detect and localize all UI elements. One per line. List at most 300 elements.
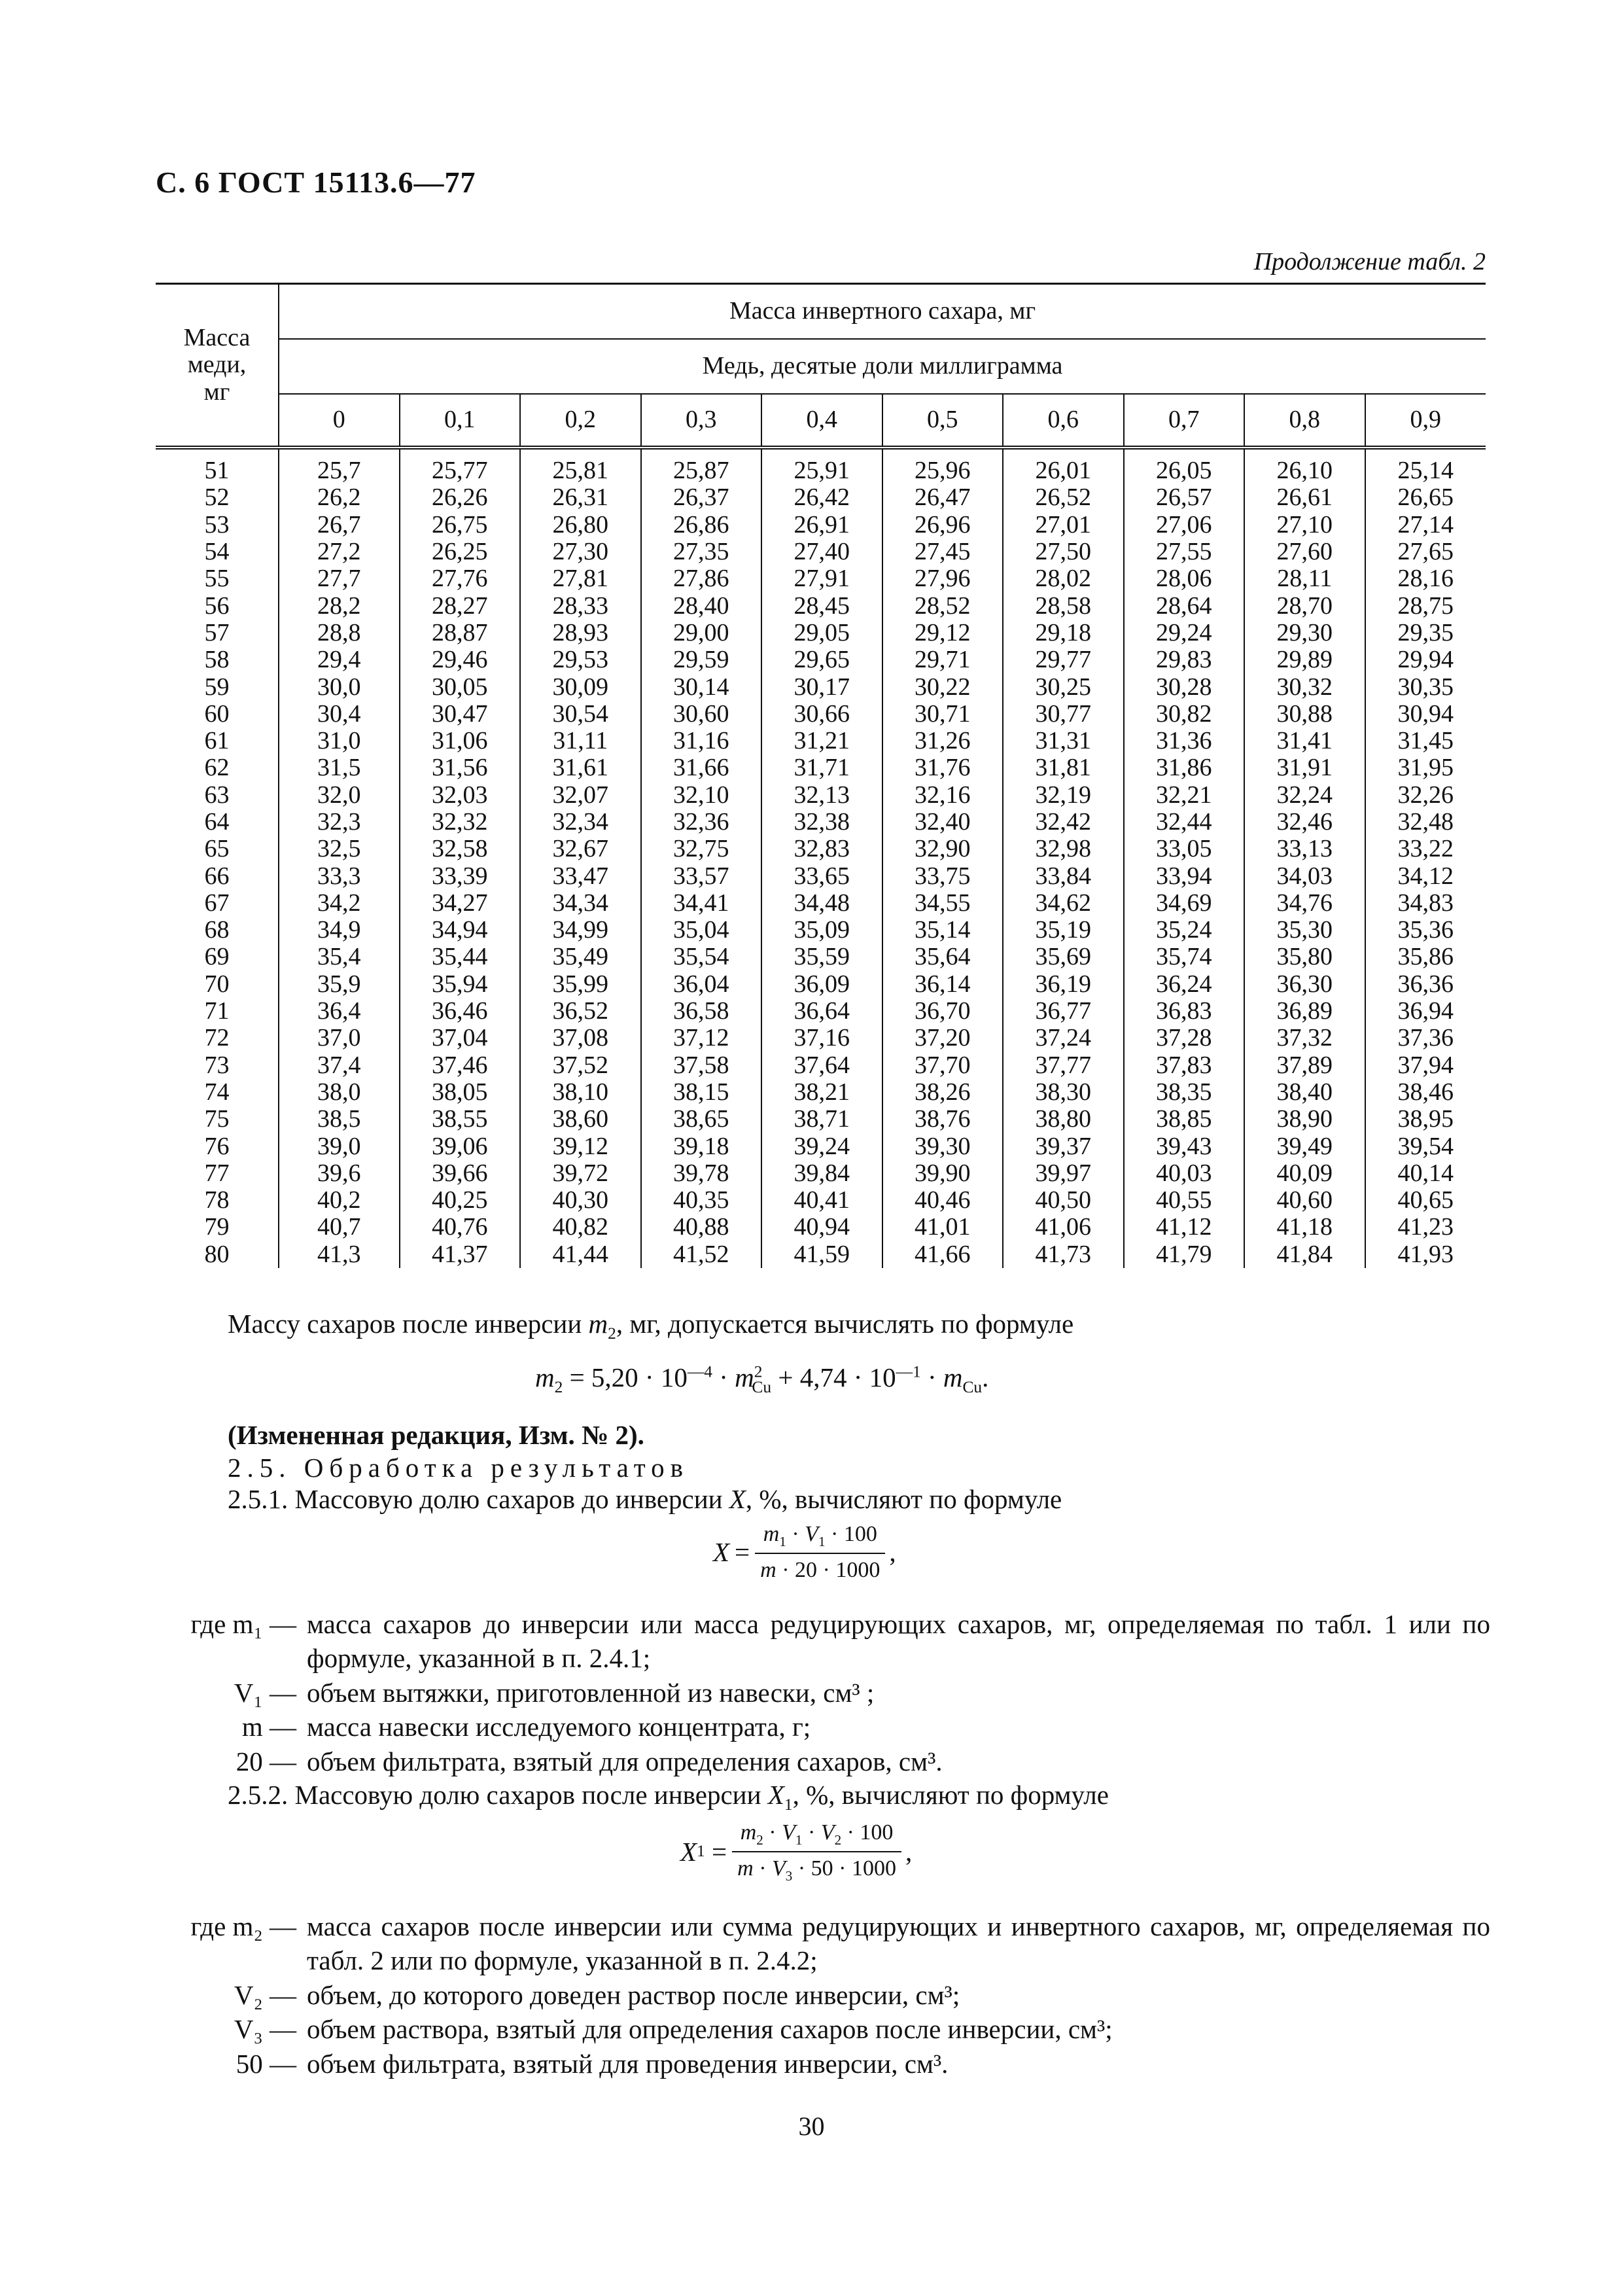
- sugar-mass-cell: 30,05: [400, 673, 521, 700]
- copper-mass-cell: 70: [204, 970, 230, 998]
- sugar-mass-cell: 41,01: [882, 1214, 1003, 1241]
- sugar-mass-cell: 35,86: [1365, 944, 1486, 970]
- definition-text: масса навески исследуемого концентрата, г;: [307, 1712, 811, 1742]
- sugar-mass-cell: 38,95: [1365, 1106, 1486, 1133]
- sugar-mass-cell: 29,83: [1124, 646, 1245, 673]
- copper-mass-cell: 69: [204, 943, 230, 971]
- sugar-mass-cell: 35,49: [520, 944, 641, 970]
- sugar-mass-cell: 32,34: [520, 809, 641, 836]
- sugar-mass-cell: 35,54: [641, 944, 762, 970]
- sugar-mass-cell: 26,47: [882, 484, 1003, 511]
- sugar-mass-cell: 37,24: [1003, 1025, 1124, 1051]
- sugar-mass-cell: 40,09: [1244, 1160, 1365, 1187]
- sugar-mass-cell: 38,76: [882, 1106, 1003, 1133]
- copper-mass-cell: 58: [204, 646, 230, 674]
- sugar-mass-cell: 35,14: [882, 917, 1003, 944]
- sugar-mass-cell: 31,06: [400, 728, 521, 754]
- table-row: [156, 1052, 1486, 1079]
- copper-mass-cell: 75: [204, 1105, 230, 1133]
- copper-mass-cell: 55: [204, 565, 230, 593]
- sugar-mass-cell: 29,4: [279, 646, 400, 673]
- sugar-mass-cell: 30,54: [520, 701, 641, 728]
- sugar-mass-cell: 30,94: [1365, 701, 1486, 728]
- sugar-mass-cell: 36,36: [1365, 971, 1486, 998]
- sugar-mass-cell: 36,46: [400, 998, 521, 1025]
- sugar-mass-cell: 32,10: [641, 782, 762, 809]
- sugar-mass-cell: 26,37: [641, 484, 762, 511]
- page-number: 30: [798, 2111, 825, 2141]
- sugar-mass-cell: 40,41: [761, 1187, 882, 1214]
- sugar-mass-cell: 41,3: [279, 1241, 400, 1268]
- sugar-mass-cell: 31,71: [761, 754, 882, 781]
- definitions-list-2: [156, 1909, 1490, 2081]
- sugar-mass-cell: 32,03: [400, 782, 521, 809]
- sugar-mass-cell: 28,75: [1365, 592, 1486, 619]
- sugar-mass-cell: 39,24: [761, 1133, 882, 1159]
- sugar-mass-cell: 27,55: [1124, 539, 1245, 565]
- sugar-mass-cell: 29,30: [1244, 620, 1365, 646]
- sugar-mass-cell: 26,80: [520, 512, 641, 539]
- sugar-mass-cell: 34,69: [1124, 890, 1245, 917]
- definition-symbol: V₂ —: [234, 1979, 296, 2010]
- sugar-mass-cell: 31,86: [1124, 754, 1245, 781]
- copper-mass-cell: 66: [204, 862, 230, 890]
- sugar-mass-cell: 32,24: [1244, 782, 1365, 809]
- table-row: [156, 1214, 1486, 1241]
- sugar-mass-cell: 30,28: [1124, 673, 1245, 700]
- sugar-mass-cell: 28,93: [520, 620, 641, 646]
- sugar-mass-cell: 34,62: [1003, 890, 1124, 917]
- fraction-header: 0,2: [520, 394, 641, 448]
- sugar-mass-cell: 36,30: [1244, 971, 1365, 998]
- sugar-mass-cell: 40,55: [1124, 1187, 1245, 1214]
- fraction-header: 0,5: [882, 394, 1003, 448]
- sugar-mass-cell: 38,55: [400, 1106, 521, 1133]
- invert-sugar-header: Масса инвертного сахара, мг: [279, 284, 1486, 340]
- sugar-mass-cell: 40,60: [1244, 1187, 1365, 1214]
- copper-mass-cell: 79: [204, 1213, 230, 1241]
- sugar-mass-cell: 27,60: [1244, 539, 1365, 565]
- copper-mass-cell: 67: [204, 889, 230, 917]
- sugar-mass-cell: 37,58: [641, 1052, 762, 1079]
- copper-mass-cell: 61: [204, 727, 230, 755]
- sugar-mass-cell: 38,65: [641, 1106, 762, 1133]
- sugar-mass-cell: 26,86: [641, 512, 762, 539]
- sugar-mass-cell: 41,52: [641, 1241, 762, 1268]
- sugar-mass-cell: 27,14: [1365, 512, 1486, 539]
- definition-item: [156, 1978, 1490, 2012]
- sugar-mass-cell: 32,26: [1365, 782, 1486, 809]
- sugar-mass-cell: 36,04: [641, 971, 762, 998]
- sugar-mass-cell: 39,90: [882, 1160, 1003, 1187]
- sugar-mass-cell: 27,01: [1003, 512, 1124, 539]
- fraction-header: 0,1: [400, 394, 521, 448]
- sugar-mass-cell: 30,22: [882, 673, 1003, 700]
- sugar-mass-cell: 26,96: [882, 512, 1003, 539]
- sugar-mass-cell: 41,66: [882, 1241, 1003, 1268]
- copper-mass-cell: 76: [204, 1132, 230, 1160]
- sugar-mass-cell: 31,0: [279, 728, 400, 754]
- sugar-mass-cell: 31,31: [1003, 728, 1124, 754]
- sugar-mass-cell: 27,45: [882, 539, 1003, 565]
- sugar-mass-cell: 37,08: [520, 1025, 641, 1051]
- sugar-mass-cell: 26,91: [761, 512, 882, 539]
- sugar-mass-cell: 40,65: [1365, 1187, 1486, 1214]
- sugar-mass-cell: 34,94: [400, 917, 521, 944]
- sugar-mass-cell: 29,35: [1365, 620, 1486, 646]
- definition-text: объем фильтрата, взятый для определения сахаров, см³.: [307, 1746, 943, 1776]
- sugar-mass-cell: 39,6: [279, 1160, 400, 1187]
- sugar-mass-cell: 37,4: [279, 1052, 400, 1079]
- table-row: [156, 1079, 1486, 1106]
- sugar-mass-cell: 28,8: [279, 620, 400, 646]
- sugar-mass-cell: 39,18: [641, 1133, 762, 1159]
- section-2-5-heading: 2.5. Обработка результатов: [228, 1453, 689, 1483]
- sugar-mass-cell: 26,2: [279, 484, 400, 511]
- sugar-mass-cell: 36,64: [761, 998, 882, 1025]
- table-row: [156, 782, 1486, 809]
- sugar-mass-cell: 31,61: [520, 754, 641, 781]
- table-row: [156, 448, 1486, 484]
- sugar-mass-cell: 38,40: [1244, 1079, 1365, 1106]
- definitions-list-1: [156, 1607, 1490, 1778]
- sugar-mass-cell: 39,54: [1365, 1133, 1486, 1159]
- sugar-mass-cell: 25,14: [1365, 448, 1486, 484]
- sugar-mass-cell: 41,73: [1003, 1241, 1124, 1268]
- table-row: [156, 565, 1486, 592]
- sugar-mass-cell: 35,74: [1124, 944, 1245, 970]
- sugar-mass-cell: 34,03: [1244, 862, 1365, 889]
- sugar-mass-cell: 27,50: [1003, 539, 1124, 565]
- formula-x1: X 1 = $\frac{m_2 \cdot V_1 \cdot V_2 \cdot 100}{m \cdot V_3 \cdot 50 \cdot 1000}$ ,: [680, 1820, 913, 1884]
- sugar-mass-cell: 34,27: [400, 890, 521, 917]
- sugar-mass-cell: 37,12: [641, 1025, 762, 1051]
- sugar-mass-cell: 30,25: [1003, 673, 1124, 700]
- sugar-mass-cell: 41,84: [1244, 1241, 1365, 1268]
- sugar-mass-cell: 38,80: [1003, 1106, 1124, 1133]
- sugar-mass-cell: 26,75: [400, 512, 521, 539]
- sugar-mass-cell: 30,09: [520, 673, 641, 700]
- sugar-mass-cell: 27,06: [1124, 512, 1245, 539]
- sugar-mass-cell: 27,30: [520, 539, 641, 565]
- sugar-mass-cell: 36,77: [1003, 998, 1124, 1025]
- sugar-mass-cell: 40,82: [520, 1214, 641, 1241]
- sugar-mass-cell: 37,94: [1365, 1052, 1486, 1079]
- definition-text: масса сахаров до инверсии или масса редуцирующих сахаров, мг, определяемая по табл. 1 или по формуле, указанной в п. 2.4.1;: [307, 1609, 1490, 1674]
- copper-mass-cell: 74: [204, 1078, 230, 1106]
- sugar-mass-cell: 30,0: [279, 673, 400, 700]
- sugar-mass-cell: 36,4: [279, 998, 400, 1025]
- sugar-mass-cell: 35,80: [1244, 944, 1365, 970]
- table-row: [156, 539, 1486, 565]
- sugar-mass-cell: 29,53: [520, 646, 641, 673]
- copper-mass-cell: 72: [204, 1024, 230, 1052]
- sugar-mass-cell: 40,25: [400, 1187, 521, 1214]
- sugar-mass-cell: 38,90: [1244, 1106, 1365, 1133]
- sugar-mass-cell: 35,69: [1003, 944, 1124, 970]
- table-row: [156, 890, 1486, 917]
- sugar-mass-cell: 27,81: [520, 565, 641, 592]
- sugar-mass-cell: 32,36: [641, 809, 762, 836]
- sugar-mass-cell: 31,36: [1124, 728, 1245, 754]
- table-row: [156, 998, 1486, 1025]
- sugar-mass-cell: 30,88: [1244, 701, 1365, 728]
- sugar-mass-cell: 27,86: [641, 565, 762, 592]
- sugar-mass-cell: 26,01: [1003, 448, 1124, 484]
- sugar-mass-cell: 38,0: [279, 1079, 400, 1106]
- sugar-mass-cell: 39,66: [400, 1160, 521, 1187]
- copper-mass-cell: 73: [204, 1051, 230, 1079]
- fraction-header: 0,3: [641, 394, 762, 448]
- copper-mass-cell: 68: [204, 916, 230, 944]
- table-row: [156, 971, 1486, 998]
- sugar-mass-cell: 32,44: [1124, 809, 1245, 836]
- sugar-mass-cell: 39,30: [882, 1133, 1003, 1159]
- sugar-mass-cell: 38,85: [1124, 1106, 1245, 1133]
- sugar-mass-cell: 32,42: [1003, 809, 1124, 836]
- sugar-mass-cell: 28,06: [1124, 565, 1245, 592]
- sugar-mass-cell: 28,45: [761, 592, 882, 619]
- sugar-mass-cell: 30,82: [1124, 701, 1245, 728]
- sugar-mass-cell: 32,58: [400, 836, 521, 862]
- sugar-mass-cell: 29,71: [882, 646, 1003, 673]
- table-row: [156, 1133, 1486, 1159]
- definition-item: [156, 1744, 1490, 1778]
- table-row: [156, 646, 1486, 673]
- sugar-mass-cell: 33,13: [1244, 836, 1365, 862]
- sugar-mass-cell: 28,40: [641, 592, 762, 619]
- sugar-mass-cell: 26,52: [1003, 484, 1124, 511]
- sugar-mass-cell: 37,32: [1244, 1025, 1365, 1051]
- definition-symbol: где m₁ —: [190, 1609, 296, 1639]
- sugar-mass-cell: 32,19: [1003, 782, 1124, 809]
- sugar-mass-cell: 34,55: [882, 890, 1003, 917]
- sugar-mass-cell: 31,16: [641, 728, 762, 754]
- sugar-mass-cell: 26,31: [520, 484, 641, 511]
- table-row: [156, 1187, 1486, 1214]
- sugar-mass-cell: 27,96: [882, 565, 1003, 592]
- sugar-mass-cell: 29,18: [1003, 620, 1124, 646]
- sugar-mass-cell: 31,5: [279, 754, 400, 781]
- sugar-mass-cell: 25,7: [279, 448, 400, 484]
- sugar-mass-cell: 25,91: [761, 448, 882, 484]
- sugar-mass-cell: 36,83: [1124, 998, 1245, 1025]
- table-row: [156, 944, 1486, 970]
- sugar-mass-cell: 25,81: [520, 448, 641, 484]
- copper-tenths-header: Медь, десятые доли миллиграмма: [279, 339, 1486, 394]
- table-row: [156, 701, 1486, 728]
- sugar-mass-cell: 40,50: [1003, 1187, 1124, 1214]
- definition-item: [156, 2047, 1490, 2081]
- sugar-mass-cell: 39,43: [1124, 1133, 1245, 1159]
- sugar-mass-cell: 37,70: [882, 1052, 1003, 1079]
- sugar-mass-cell: 35,99: [520, 971, 641, 998]
- sugar-mass-cell: 39,0: [279, 1133, 400, 1159]
- sugar-mass-cell: 29,00: [641, 620, 762, 646]
- sugar-mass-cell: 38,46: [1365, 1079, 1486, 1106]
- sugar-mass-cell: 41,93: [1365, 1241, 1486, 1268]
- sugar-mass-cell: 35,94: [400, 971, 521, 998]
- copper-mass-cell: 60: [204, 699, 230, 728]
- sugar-mass-cell: 31,45: [1365, 728, 1486, 754]
- section-2-5-1: 2.5.1. Массовую долю сахаров до инверсии X, %, вычисляют по формуле: [228, 1484, 1062, 1514]
- sugar-mass-cell: 39,78: [641, 1160, 762, 1187]
- definition-symbol: V₃ —: [234, 2014, 296, 2045]
- definition-symbol: 50 —: [236, 2048, 296, 2079]
- sugar-mass-cell: 28,27: [400, 592, 521, 619]
- sugar-mass-cell: 28,33: [520, 592, 641, 619]
- sugar-mass-cell: 34,99: [520, 917, 641, 944]
- sugar-mass-cell: 28,02: [1003, 565, 1124, 592]
- section-2-5-2: 2.5.2. Массовую долю сахаров после инверсии $X_1$, %, вычисляют по формуле: [228, 1780, 1109, 1814]
- sugar-mass-cell: 39,06: [400, 1133, 521, 1159]
- sugar-mass-cell: 33,94: [1124, 862, 1245, 889]
- sugar-mass-cell: 33,22: [1365, 836, 1486, 862]
- sugar-mass-cell: 28,52: [882, 592, 1003, 619]
- sugar-mass-cell: 32,32: [400, 809, 521, 836]
- sugar-mass-cell: 33,3: [279, 862, 400, 889]
- definition-item: [156, 1710, 1490, 1744]
- table-row: [156, 754, 1486, 781]
- sugar-mass-cell: 32,38: [761, 809, 882, 836]
- sugar-mass-cell: 30,60: [641, 701, 762, 728]
- formula-m2: $m_2 = 5,20 \cdot 10^{—4} \cdot m^2_{Cu} + 4,74 \cdot 10^{—1} \cdot m_{Cu}$.: [535, 1362, 989, 1397]
- sugar-mass-cell: 39,49: [1244, 1133, 1365, 1159]
- sugar-mass-cell: 28,70: [1244, 592, 1365, 619]
- sugar-mass-cell: 36,94: [1365, 998, 1486, 1025]
- sugar-mass-cell: 40,76: [400, 1214, 521, 1241]
- sugar-mass-cell: 26,26: [400, 484, 521, 511]
- sugar-mass-cell: 38,30: [1003, 1079, 1124, 1106]
- sugar-mass-cell: 36,52: [520, 998, 641, 1025]
- sugar-mass-cell: 32,16: [882, 782, 1003, 809]
- sugar-mass-cell: 36,70: [882, 998, 1003, 1025]
- sugar-mass-cell: 41,59: [761, 1241, 882, 1268]
- table-row: [156, 917, 1486, 944]
- sugar-mass-cell: 39,97: [1003, 1160, 1124, 1187]
- copper-mass-cell: 59: [204, 673, 230, 701]
- sugar-mass-cell: 37,64: [761, 1052, 882, 1079]
- copper-mass-cell: 52: [204, 484, 230, 512]
- sugar-mass-cell: 32,21: [1124, 782, 1245, 809]
- copper-mass-cell: 57: [204, 618, 230, 646]
- definition-text: объем фильтрата, взятый для проведения инверсии, см³.: [307, 2048, 949, 2079]
- sugar-mass-cell: 30,35: [1365, 673, 1486, 700]
- copper-mass-cell: 63: [204, 781, 230, 809]
- sugar-mass-cell: 38,71: [761, 1106, 882, 1133]
- sugar-mass-cell: 30,71: [882, 701, 1003, 728]
- sugar-mass-cell: 40,7: [279, 1214, 400, 1241]
- sugar-mass-cell: 35,64: [882, 944, 1003, 970]
- sugar-mass-cell: 35,36: [1365, 917, 1486, 944]
- sugar-mass-cell: 40,30: [520, 1187, 641, 1214]
- copper-mass-cell: 62: [204, 754, 230, 782]
- sugar-mass-cell: 36,24: [1124, 971, 1245, 998]
- page-header: С. 6 ГОСТ 15113.6—77: [156, 166, 476, 199]
- sugar-mass-cell: 33,84: [1003, 862, 1124, 889]
- sugar-mass-cell: 32,0: [279, 782, 400, 809]
- sugar-mass-cell: 27,2: [279, 539, 400, 565]
- sugar-mass-cell: 31,66: [641, 754, 762, 781]
- sugar-mass-cell: 26,25: [400, 539, 521, 565]
- sugar-mass-cell: 29,05: [761, 620, 882, 646]
- sugar-mass-cell: 27,65: [1365, 539, 1486, 565]
- sugar-mass-cell: 40,46: [882, 1187, 1003, 1214]
- definition-text: объем раствора, взятый для определения сахаров после инверсии, см³;: [307, 2014, 1113, 2045]
- sugar-mass-cell: 30,77: [1003, 701, 1124, 728]
- sugar-mass-cell: 27,35: [641, 539, 762, 565]
- sugar-mass-cell: 27,40: [761, 539, 882, 565]
- table-row: [156, 620, 1486, 646]
- sugar-mass-cell: 37,20: [882, 1025, 1003, 1051]
- sugar-mass-cell: 41,44: [520, 1241, 641, 1268]
- sugar-mass-cell: 35,19: [1003, 917, 1124, 944]
- sugar-mass-cell: 38,26: [882, 1079, 1003, 1106]
- sugar-mass-cell: 35,4: [279, 944, 400, 970]
- sugar-mass-cell: 31,95: [1365, 754, 1486, 781]
- sugar-mass-cell: 38,60: [520, 1106, 641, 1133]
- table-row: [156, 809, 1486, 836]
- sugar-mass-cell: 33,57: [641, 862, 762, 889]
- sugar-mass-cell: 32,67: [520, 836, 641, 862]
- sugar-mass-cell: 35,24: [1124, 917, 1245, 944]
- table-row: [156, 512, 1486, 539]
- sugar-mass-cell: 28,2: [279, 592, 400, 619]
- sugar-mass-cell: 38,10: [520, 1079, 641, 1106]
- sugar-mass-cell: 32,90: [882, 836, 1003, 862]
- table-row: [156, 592, 1486, 619]
- sugar-mass-cell: 37,52: [520, 1052, 641, 1079]
- sugar-mass-cell: 31,21: [761, 728, 882, 754]
- sugar-mass-cell: 41,37: [400, 1241, 521, 1268]
- sugar-mass-cell: 30,47: [400, 701, 521, 728]
- sugar-mass-cell: 33,75: [882, 862, 1003, 889]
- sugar-mass-cell: 33,65: [761, 862, 882, 889]
- sugar-mass-cell: 38,05: [400, 1079, 521, 1106]
- sugar-mass-cell: 28,64: [1124, 592, 1245, 619]
- sugar-mass-cell: 26,7: [279, 512, 400, 539]
- fraction-header: 0: [279, 394, 400, 448]
- sugar-mass-cell: 31,81: [1003, 754, 1124, 781]
- sugar-mass-cell: 34,2: [279, 890, 400, 917]
- sugar-mass-cell: 26,65: [1365, 484, 1486, 511]
- sugar-mass-cell: 34,34: [520, 890, 641, 917]
- sugar-mass-cell: 34,76: [1244, 890, 1365, 917]
- sugar-mass-cell: 31,76: [882, 754, 1003, 781]
- definition-item: [156, 1909, 1490, 1978]
- sugar-mass-cell: 38,35: [1124, 1079, 1245, 1106]
- sugar-mass-cell: 35,59: [761, 944, 882, 970]
- fraction-header: 0,6: [1003, 394, 1124, 448]
- copper-mass-cell: 53: [204, 510, 230, 539]
- definition-text: объем вытяжки, приготовленной из навески, см³ ;: [307, 1677, 875, 1708]
- sugar-mass-cell: 38,15: [641, 1079, 762, 1106]
- sugar-mass-cell: 32,40: [882, 809, 1003, 836]
- sugar-mass-cell: 34,83: [1365, 890, 1486, 917]
- sugar-mass-cell: 29,94: [1365, 646, 1486, 673]
- sugar-mass-cell: 36,58: [641, 998, 762, 1025]
- sugar-mass-cell: 30,66: [761, 701, 882, 728]
- sugar-mass-cell: 32,83: [761, 836, 882, 862]
- sugar-mass-cell: 33,47: [520, 862, 641, 889]
- sugar-mass-cell: 35,9: [279, 971, 400, 998]
- sugar-mass-cell: 27,76: [400, 565, 521, 592]
- sugar-mass-cell: 32,3: [279, 809, 400, 836]
- table-row: [156, 836, 1486, 862]
- sugar-mass-cell: 39,72: [520, 1160, 641, 1187]
- sugar-mass-cell: 26,57: [1124, 484, 1245, 511]
- fraction-header: 0,7: [1124, 394, 1245, 448]
